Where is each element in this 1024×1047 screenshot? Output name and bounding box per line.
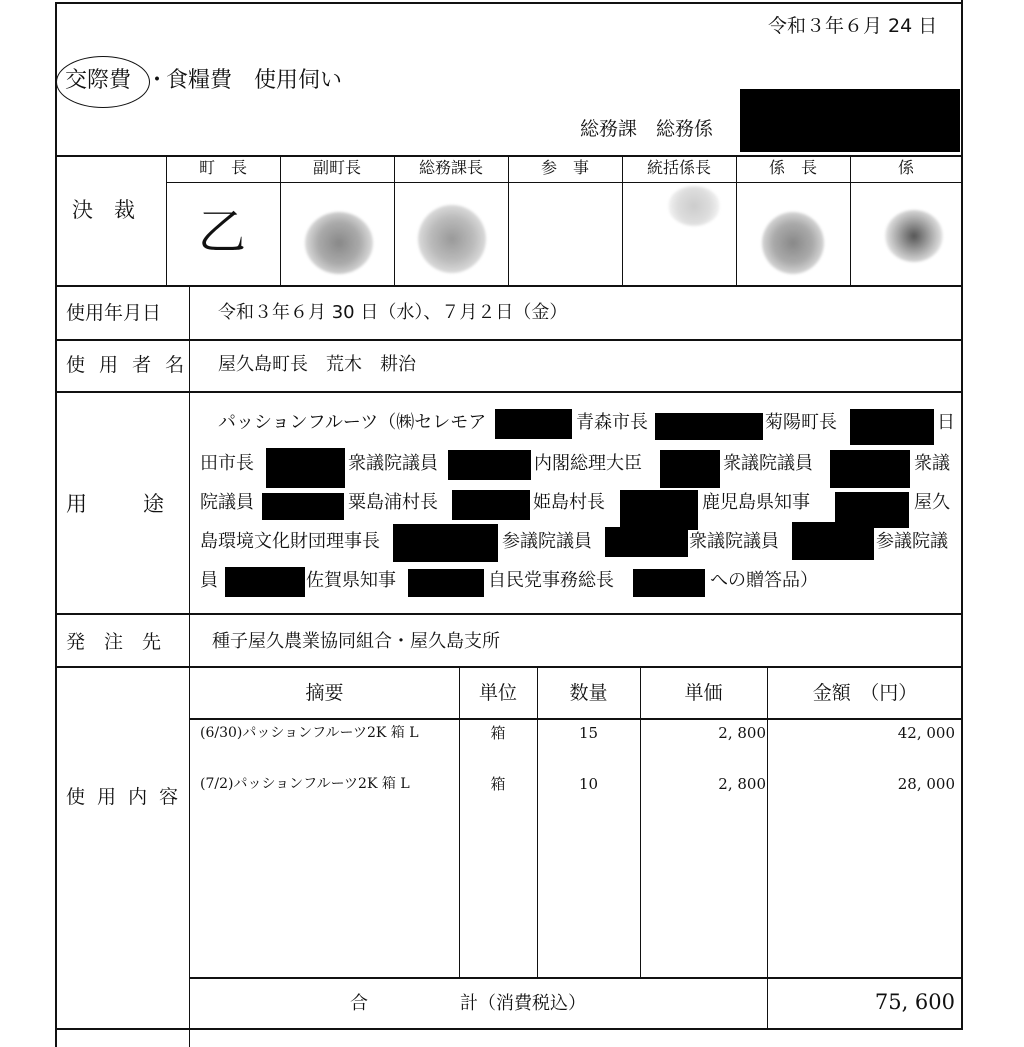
stamp-icon bbox=[668, 186, 720, 226]
redaction-block bbox=[262, 493, 344, 520]
vendor-value: 種子屋久農業協同組合・屋久島支所 bbox=[212, 631, 500, 652]
purpose-label: 用 bbox=[66, 492, 87, 516]
approval-col-title: 統括係長 bbox=[646, 158, 711, 177]
frame-left bbox=[55, 2, 57, 1047]
table-header-qty: 数量 bbox=[569, 682, 608, 704]
table-row-qty: 10 bbox=[578, 775, 599, 793]
purpose-text: 衆議院議員 bbox=[689, 531, 779, 552]
redacted-name bbox=[740, 89, 960, 152]
purpose-text: 田市長 bbox=[200, 453, 254, 474]
table-header-price: 単価 bbox=[684, 682, 723, 704]
frame-top bbox=[55, 2, 963, 4]
purpose-text: 院議員 bbox=[200, 492, 254, 513]
stamp-icon bbox=[762, 212, 824, 274]
table-header-unit: 単位 bbox=[478, 682, 517, 704]
purpose-text: 衆議 bbox=[914, 453, 950, 474]
stamp-icon bbox=[418, 205, 486, 273]
approval-bottom-line bbox=[55, 285, 963, 287]
purpose-text: 日 bbox=[937, 412, 955, 433]
purpose-text: 自民党事務総長 bbox=[488, 570, 614, 591]
vendor-label: 発 注 先 bbox=[66, 631, 162, 653]
redaction-block bbox=[792, 522, 874, 560]
purpose-text: 衆議院議員 bbox=[723, 453, 813, 474]
redaction-block bbox=[408, 569, 484, 597]
approval-col-title: 町 長 bbox=[198, 158, 247, 177]
redaction-block bbox=[266, 448, 345, 488]
purpose-text: 員 bbox=[200, 570, 218, 591]
table-row-amount: 42, 000 bbox=[897, 724, 955, 742]
total-value: 75, 600 bbox=[874, 990, 955, 1014]
user-value: 屋久島町長 荒木 耕治 bbox=[218, 354, 416, 375]
table-col-divider bbox=[640, 667, 641, 978]
purpose-text: 鹿児島県知事 bbox=[702, 492, 810, 513]
table-row-price: 2, 800 bbox=[718, 724, 766, 742]
purpose-text: 屋久 bbox=[914, 492, 950, 513]
purpose-text: 青森市長 bbox=[576, 412, 648, 433]
table-col-divider bbox=[537, 667, 538, 978]
title-separator: ・ bbox=[146, 68, 169, 93]
approval-header-line bbox=[166, 182, 963, 183]
purpose-text: 姫島村長 bbox=[533, 492, 605, 513]
approval-col-title: 係 bbox=[897, 158, 914, 177]
purpose-text: パッションフルーツ（㈱セレモア bbox=[218, 412, 487, 433]
document-date: 令和３年６月 24 日 bbox=[768, 15, 938, 37]
redaction-block bbox=[655, 413, 763, 440]
table-col-divider bbox=[767, 667, 768, 1029]
use-date-label: 使用年月日 bbox=[66, 302, 162, 324]
approval-label: 決 裁 bbox=[72, 198, 135, 222]
row-divider bbox=[55, 339, 963, 341]
redaction-block bbox=[452, 490, 530, 520]
table-col-divider bbox=[459, 667, 460, 978]
approval-col-title: 副町長 bbox=[312, 158, 361, 177]
table-row-price: 2, 800 bbox=[718, 775, 766, 793]
approval-col-title: 係 長 bbox=[768, 158, 817, 177]
table-row-qty: 15 bbox=[578, 724, 599, 742]
redaction-block bbox=[660, 450, 720, 488]
purpose-label: 途 bbox=[143, 492, 164, 516]
approval-col-title: 参 事 bbox=[540, 158, 589, 177]
redaction-block bbox=[850, 409, 934, 445]
contents-label: 使 用 内 容 bbox=[66, 786, 182, 808]
title-circled-text: 交際費 bbox=[65, 68, 132, 93]
purpose-text: 菊陽町長 bbox=[765, 412, 837, 433]
redaction-block bbox=[620, 490, 698, 530]
title-rest: 食糧費 使用伺い bbox=[166, 68, 343, 93]
redaction-block bbox=[605, 527, 688, 557]
table-header-amount: 金額 （円） bbox=[812, 682, 918, 704]
purpose-text: 内閣総理大臣 bbox=[534, 453, 642, 474]
row-divider bbox=[55, 613, 963, 615]
purpose-text: 衆議院議員 bbox=[348, 453, 438, 474]
purpose-text: 参議院議 bbox=[876, 531, 948, 552]
table-row-unit: 箱 bbox=[490, 775, 506, 793]
redaction-block bbox=[830, 450, 910, 488]
user-label: 使 用 者 名 bbox=[66, 354, 189, 376]
purpose-text: 参議院議員 bbox=[502, 531, 592, 552]
stamp-icon bbox=[885, 210, 943, 262]
table-row-amount: 28, 000 bbox=[897, 775, 955, 793]
mayor-signature: 乙 bbox=[198, 204, 247, 260]
purpose-text: 粟島浦村長 bbox=[348, 492, 438, 513]
table-row-desc: (6/30)パッションフルーツ2K 箱 L bbox=[200, 725, 419, 741]
stamp-icon bbox=[305, 212, 373, 274]
purpose-text: への贈答品） bbox=[710, 570, 818, 591]
row-divider bbox=[55, 666, 963, 668]
department-label: 総務課 総務係 bbox=[580, 118, 714, 140]
table-bottom-line bbox=[55, 1028, 963, 1030]
purpose-text: 島環境文化財団理事長 bbox=[200, 531, 380, 552]
total-label: 合 bbox=[350, 993, 368, 1014]
redaction-block bbox=[495, 409, 572, 439]
approval-col-title: 総務課長 bbox=[418, 158, 483, 177]
purpose-text: 佐賀県知事 bbox=[306, 570, 396, 591]
table-header-desc: 摘要 bbox=[305, 682, 344, 704]
table-row-unit: 箱 bbox=[490, 724, 506, 742]
table-row-desc: (7/2)パッションフルーツ2K 箱 L bbox=[200, 776, 410, 792]
total-label-suffix: 計（消費税込） bbox=[460, 993, 586, 1014]
redaction-block bbox=[633, 569, 705, 597]
use-date-value: 令和３年６月 30 日（水）、７月２日（金） bbox=[218, 302, 568, 323]
redaction-block bbox=[225, 567, 305, 597]
redaction-block bbox=[393, 524, 498, 562]
row-divider bbox=[55, 391, 963, 393]
table-header-line bbox=[190, 718, 963, 720]
table-total-line bbox=[190, 977, 963, 979]
approval-top-line bbox=[55, 155, 963, 157]
redaction-block bbox=[448, 450, 531, 480]
